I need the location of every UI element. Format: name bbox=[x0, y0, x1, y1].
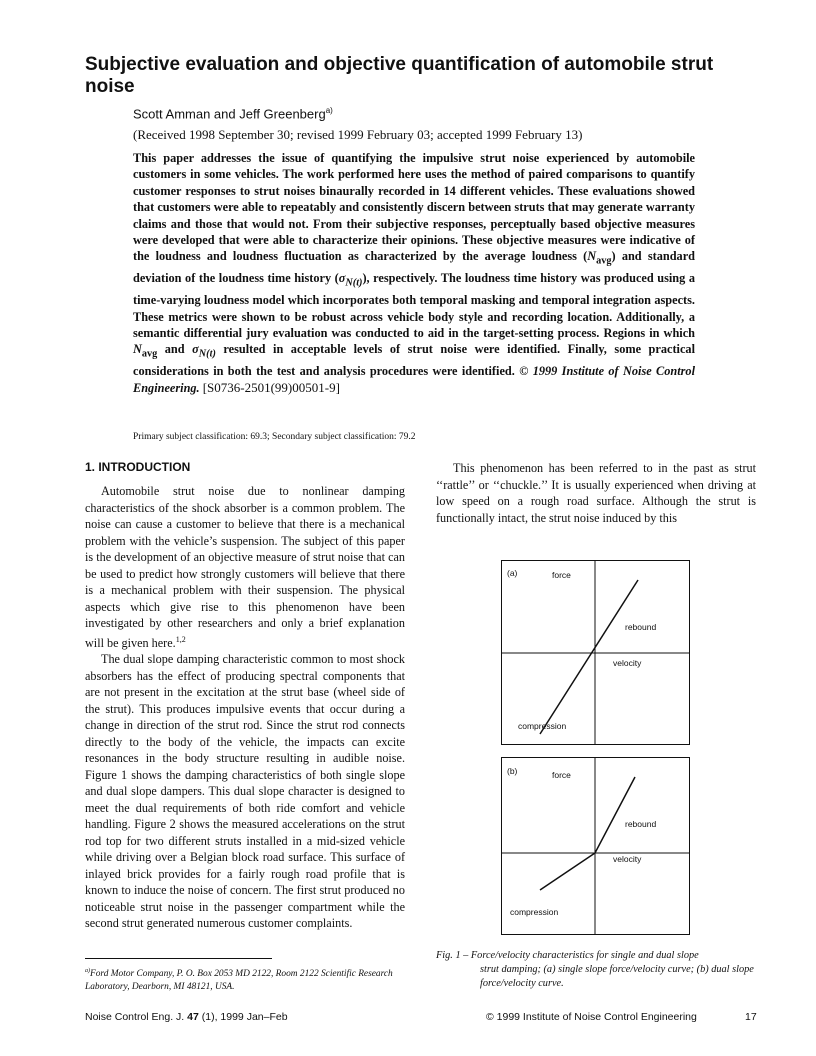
subject-classification: Primary subject classification: 69.3; Secondary subject classification: 79.2 bbox=[133, 432, 416, 442]
sigma-symbol: σ bbox=[192, 342, 199, 357]
n-avg-symbol: N bbox=[133, 342, 142, 357]
force-velocity-plot-single-slope bbox=[502, 561, 689, 744]
n-avg-symbol: N bbox=[587, 249, 597, 264]
page-number: 17 bbox=[745, 1011, 757, 1023]
abstract bbox=[133, 150, 695, 396]
journal-citation bbox=[85, 1011, 288, 1023]
journal-issue: (1), 1999 Jan–Feb bbox=[201, 1011, 288, 1023]
author-affiliation-mark: a) bbox=[325, 106, 333, 115]
abstract-text-3: ), respectively. The loudness time history was produced using a time-varying loudness model which incorporates both temporal masking and temporal integration aspects. These metrics were shown to be robust across vehicle body style and recording location. Additionally, a semantic differential jury evaluation was conducted to aid in the target-setting process. Regions in which bbox=[133, 271, 695, 340]
article-title: Subjective evaluation and objective quantification of automobile strut noise bbox=[85, 54, 714, 97]
abstract-text-2: ) and standard deviation of the loudness time history ( bbox=[133, 249, 695, 286]
sigma-symbol: σ bbox=[338, 271, 346, 286]
single-slope-damping-line bbox=[540, 580, 638, 734]
received-dates: (Received 1998 September 30; revised 1999 February 03; accepted 1999 February 13) bbox=[133, 127, 583, 142]
right-column bbox=[436, 460, 756, 526]
journal-volume: 47 bbox=[187, 1011, 199, 1023]
left-column bbox=[85, 460, 405, 932]
section-heading-introduction: 1. INTRODUCTION bbox=[85, 460, 191, 474]
caption-continuation: strut damping; (a) single slope force/velocity curve; (b) dual slope force/velocity curve. bbox=[480, 964, 754, 989]
dual-slope-damping-line bbox=[540, 777, 635, 890]
panel-b-tag: (b) bbox=[507, 766, 518, 776]
panel-a-compression-label: compression bbox=[518, 721, 567, 731]
figure1-panel-a bbox=[501, 560, 690, 745]
n-avg-subscript: avg bbox=[596, 255, 612, 267]
panel-b-velocity-label: velocity bbox=[613, 854, 642, 864]
panel-a-velocity-label: velocity bbox=[613, 658, 642, 668]
intro-paragraph-2: The dual slope damping characteristic common to most shock absorbers has the effect of producing spectral components that are not present in the excitation at the strut base (wheel side of the strut). This produces impulsive events that occur during a change in direction of the strut rod. Since the strut rod connects directly to the body of the vehicle, the impacts can excite resonances in the body structure resulting in audible noise. Figure 1 shows the damping characteristics of both single slope and dual slope dampers. This dual slope character is designed to meet the dual requirements of both ride comfort and vehicle handling. Figure 2 shows the measured accelerations on the strut rod top for two different struts installed in a mid-sized vehicle while driving over a Belgian block road surface. This surface of inlayed brick provides for a fairly rough road profile that is known to induce the noise of concern. The first strut produced no noticeable strut noise in the passenger compartment while the second strut generated numerous customer complaints. bbox=[85, 652, 405, 931]
abstract-text-1: This paper addresses the issue of quantifying the impulsive strut noise experienced by automobile customers in some vehicles. The work performed here uses the method of paired comparisons to quantify customer responses to strut noises binaurally recorded in 14 different vehicles. These evaluations showed that customers were able to repeatably and consistently discern between struts that may generate warranty claims and those that would not. From their subjective responses, perceptually based objective measures were developed that were able to characterize their opinions. These objective measures were indicative of the loudness and loudness fluctuation as characterized by the average loudness ( bbox=[133, 151, 695, 264]
journal-name: Noise Control Eng. J. bbox=[85, 1011, 185, 1023]
intro-paragraph-1-text: Automobile strut noise due to nonlinear damping characteristics of the shock absorber is a common problem. The noise can cause a customer to believe that there is a mechanical problem with the vehicle’s suspension. The subject of this paper is the development of an objective measure of strut noise that can be used to predict how strongly customers will believe that there is a mechanical problem with their suspension. The physical aspects which give rise to this phenomenon have been investigated by other researchers and only a brief explanation will be given here. bbox=[85, 484, 405, 650]
intro-paragraph-1 bbox=[85, 483, 405, 651]
reference-superscript: 1,2 bbox=[175, 634, 186, 644]
abstract-copyright: © 1999 Institute of Noise Control Engineering. bbox=[133, 364, 696, 395]
panel-b-force-label: force bbox=[552, 770, 571, 780]
pii-code: [S0736-2501(99)00501-9] bbox=[202, 379, 340, 395]
author-names: Scott Amman and Jeff Greenberg bbox=[133, 106, 326, 122]
panel-a-tag: (a) bbox=[507, 568, 518, 578]
abstract-text-4: and bbox=[157, 342, 193, 357]
caption-first-line: Fig. 1 – Force/velocity characteristics for single and dual slope bbox=[436, 950, 699, 961]
intro-paragraph-3: This phenomenon has been referred to in the past as strut ‘‘rattle’’ or ‘‘chuckle.’’ It is usually experienced when driving at low speed on a rough road surface. Although the strut is functionally intact, the strut noise induced by this bbox=[436, 461, 756, 525]
figure1-caption bbox=[436, 949, 760, 991]
figure1-panel-b bbox=[501, 757, 690, 935]
panel-a-rebound-label: rebound bbox=[625, 622, 657, 632]
footnote-divider bbox=[85, 958, 272, 959]
panel-b-compression-label: compression bbox=[510, 907, 559, 917]
footer-copyright: © 1999 Institute of Noise Control Engineering bbox=[486, 1011, 697, 1023]
panel-a-force-label: force bbox=[552, 570, 571, 580]
sigma-subscript: N(t) bbox=[345, 277, 363, 289]
abstract-text-5: resulted in acceptable levels of strut noise were identified. Finally, some practical considerations in both the test and analysis procedures were identified. bbox=[133, 342, 695, 379]
footnote-mark: a) bbox=[85, 968, 90, 974]
footnote bbox=[85, 965, 405, 994]
author-line bbox=[133, 106, 333, 121]
n-avg-subscript: avg bbox=[141, 348, 158, 360]
footnote-text: Ford Motor Company, P. O. Box 2053 MD 2122, Room 2122 Scientific Research Laboratory, Dearborn, MI 48121, USA. bbox=[85, 969, 393, 993]
panel-b-rebound-label: rebound bbox=[625, 819, 657, 829]
sigma-subscript: N(t) bbox=[198, 348, 216, 360]
